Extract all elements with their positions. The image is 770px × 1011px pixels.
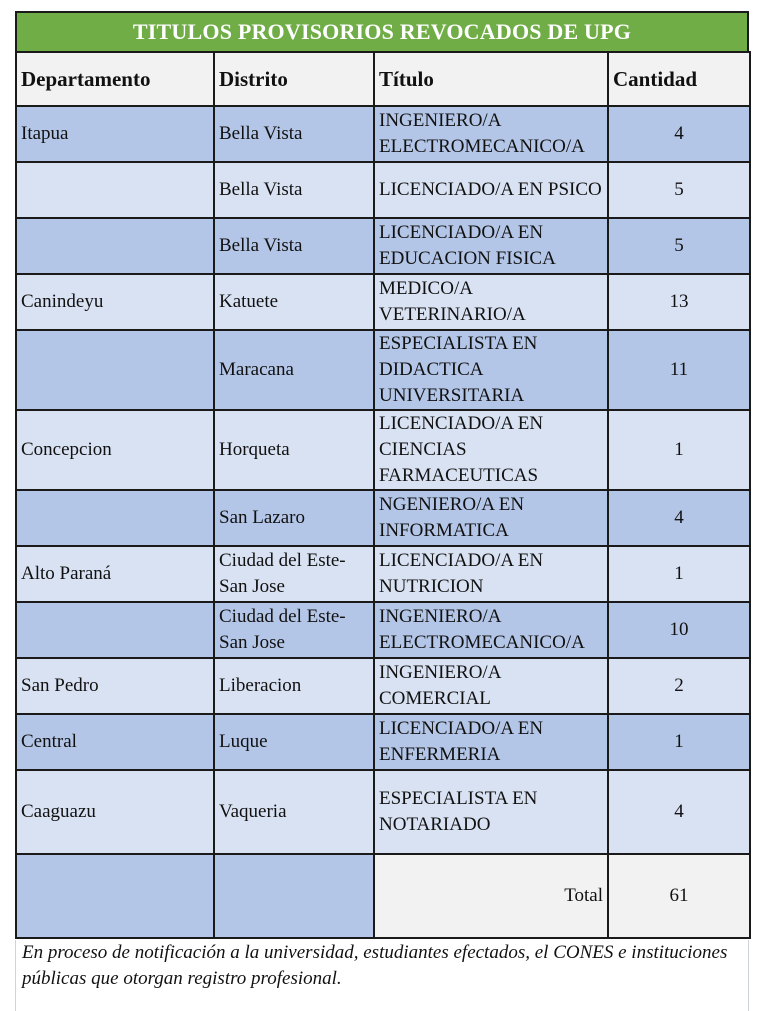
cell-departamento [16, 602, 214, 658]
cell-cantidad: 1 [608, 546, 750, 602]
revoked-titles-sheet [15, 11, 749, 939]
cell-titulo: LICENCIADO/A EN ENFERMERIA [374, 714, 608, 770]
table-row [16, 274, 750, 330]
table-row [16, 106, 750, 162]
cell-titulo: LICENCIADO/A EN PSICO [374, 162, 608, 218]
cell-titulo: MEDICO/A VETERINARIO/A [374, 274, 608, 330]
titles-table [15, 51, 751, 939]
total-blank-cell [214, 854, 374, 938]
table-row [16, 218, 750, 274]
cell-departamento: Canindeyu [16, 274, 214, 330]
table-row [16, 658, 750, 714]
cell-titulo: ESPECIALISTA EN DIDACTICA UNIVERSITARIA [374, 330, 608, 410]
table-row [16, 770, 750, 854]
total-row [16, 854, 750, 938]
table-title: TITULOS PROVISORIOS REVOCADOS DE UPG [15, 11, 749, 51]
cell-titulo: ESPECIALISTA EN NOTARIADO [374, 770, 608, 854]
total-value: 61 [608, 854, 750, 938]
cell-departamento: Central [16, 714, 214, 770]
cell-distrito: Bella Vista [214, 218, 374, 274]
cell-cantidad: 13 [608, 274, 750, 330]
cell-cantidad: 1 [608, 410, 750, 490]
cell-departamento: Concepcion [16, 410, 214, 490]
cell-distrito: San Lazaro [214, 490, 374, 546]
cell-titulo: LICENCIADO/A EN EDUCACION FISICA [374, 218, 608, 274]
cell-cantidad: 5 [608, 162, 750, 218]
cell-departamento [16, 218, 214, 274]
cell-departamento: Caaguazu [16, 770, 214, 854]
cell-distrito: Ciudad del Este- San Jose [214, 546, 374, 602]
cell-departamento: San Pedro [16, 658, 214, 714]
footnote: En proceso de notificación a la universidad, estudiantes efectados, el CONES e instituciones públicas que otorgan registro profesional. [15, 940, 749, 1011]
cell-cantidad: 11 [608, 330, 750, 410]
table-row [16, 330, 750, 410]
cell-titulo: INGENIERO/A ELECTROMECANICO/A [374, 106, 608, 162]
cell-cantidad: 5 [608, 218, 750, 274]
cell-cantidad: 10 [608, 602, 750, 658]
cell-distrito: Katuete [214, 274, 374, 330]
cell-cantidad: 2 [608, 658, 750, 714]
cell-cantidad: 4 [608, 490, 750, 546]
cell-distrito: Maracana [214, 330, 374, 410]
table-row [16, 410, 750, 490]
total-label: Total [374, 854, 608, 938]
table-row [16, 162, 750, 218]
total-blank-cell [16, 854, 214, 938]
table-row [16, 714, 750, 770]
header-row [16, 52, 750, 106]
cell-distrito: Bella Vista [214, 106, 374, 162]
table-row [16, 546, 750, 602]
table-row [16, 602, 750, 658]
cell-departamento [16, 162, 214, 218]
header-cantidad: Cantidad [608, 52, 750, 106]
cell-cantidad: 4 [608, 770, 750, 854]
cell-titulo: LICENCIADO/A EN CIENCIAS FARMACEUTICAS [374, 410, 608, 490]
cell-distrito: Ciudad del Este- San Jose [214, 602, 374, 658]
table-row [16, 490, 750, 546]
cell-distrito: Liberacion [214, 658, 374, 714]
cell-departamento: Alto Paraná [16, 546, 214, 602]
header-distrito: Distrito [214, 52, 374, 106]
cell-distrito: Vaqueria [214, 770, 374, 854]
cell-departamento [16, 490, 214, 546]
cell-titulo: NGENIERO/A EN INFORMATICA [374, 490, 608, 546]
cell-titulo: LICENCIADO/A EN NUTRICION [374, 546, 608, 602]
cell-departamento: Itapua [16, 106, 214, 162]
cell-cantidad: 4 [608, 106, 750, 162]
cell-distrito: Luque [214, 714, 374, 770]
cell-titulo: INGENIERO/A COMERCIAL [374, 658, 608, 714]
header-titulo: Título [374, 52, 608, 106]
cell-titulo: INGENIERO/A ELECTROMECANICO/A [374, 602, 608, 658]
cell-cantidad: 1 [608, 714, 750, 770]
header-departamento: Departamento [16, 52, 214, 106]
cell-distrito: Horqueta [214, 410, 374, 490]
cell-departamento [16, 330, 214, 410]
cell-distrito: Bella Vista [214, 162, 374, 218]
